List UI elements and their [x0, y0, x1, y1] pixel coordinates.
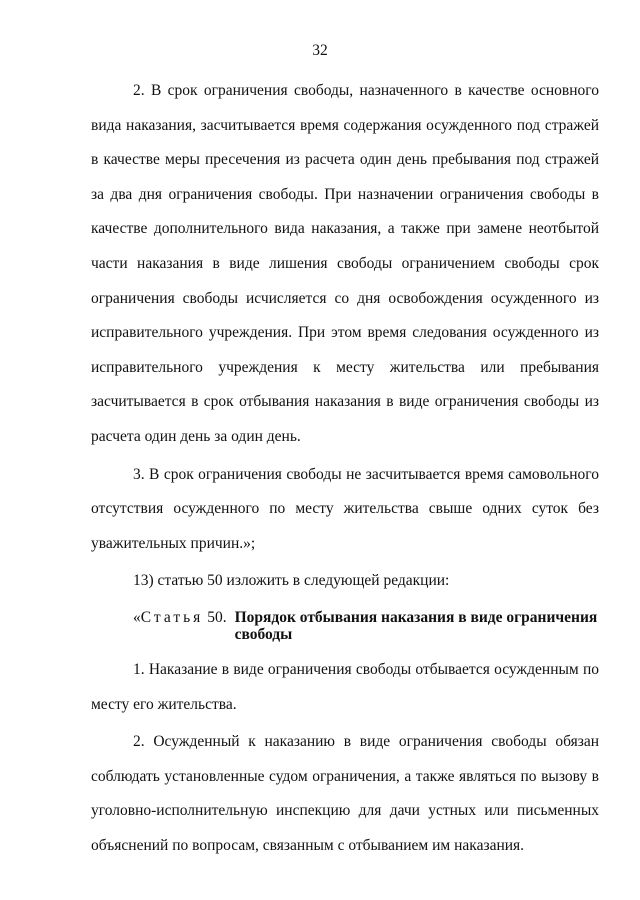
- article-open-quote: «: [133, 608, 141, 626]
- article-heading: [91, 602, 599, 653]
- article-word: Статья: [140, 608, 204, 626]
- article-label: [91, 609, 235, 643]
- article-number: 50.: [207, 608, 227, 626]
- paragraph-article-50-clause-1: 1. Наказание в виде ограничения свободы отбывается осужденным по месту его жительства.: [91, 660, 599, 713]
- paragraph-article-50-clause-2: 2. Осужденный к наказанию в виде ограничения свободы обязан соблюдать установленные судом ограничения, а также являться по вызову в уголовно-исполнительную инспекцию для дачи устных или письменных объяснений по вопросам, связанным с отбыванием им наказания.: [91, 733, 599, 854]
- page-number: 32: [312, 42, 328, 59]
- paragraph-amendment-13: 13) статью 50 изложить в следующей редакции:: [133, 572, 450, 590]
- paragraph-clause-3-unauthorized-absence: 3. В срок ограничения свободы не засчитывается время самовольного отсутствия осужденного по месту жительства свыше одних суток без уважительных причин.»;: [91, 465, 599, 552]
- document-body: [91, 74, 599, 863]
- article-title: Порядок отбывания наказания в виде ограничения свободы: [234, 608, 598, 643]
- paragraph-clause-2-term-credit: 2. В срок ограничения свободы, назначенного в качестве основного вида наказания, засчитывается время содержания осужденного под стражей в качестве меры пресечения из расчета один день пребывания под стражей за два дня ограничения свободы. При назначении ограничения свободы в качестве дополнительного вида наказания, а также при замене неотбытой части наказания в виде лишения свободы ограничением свободы срок ограничения свободы исчисляется со дня освобождения осужденного из исправительного учреждения. При этом время следования осужденного из исправительного учреждения к месту жительства или пребывания засчитывается в срок отбывания наказания в виде ограничения свободы из расчета один день за один день.: [91, 82, 599, 445]
